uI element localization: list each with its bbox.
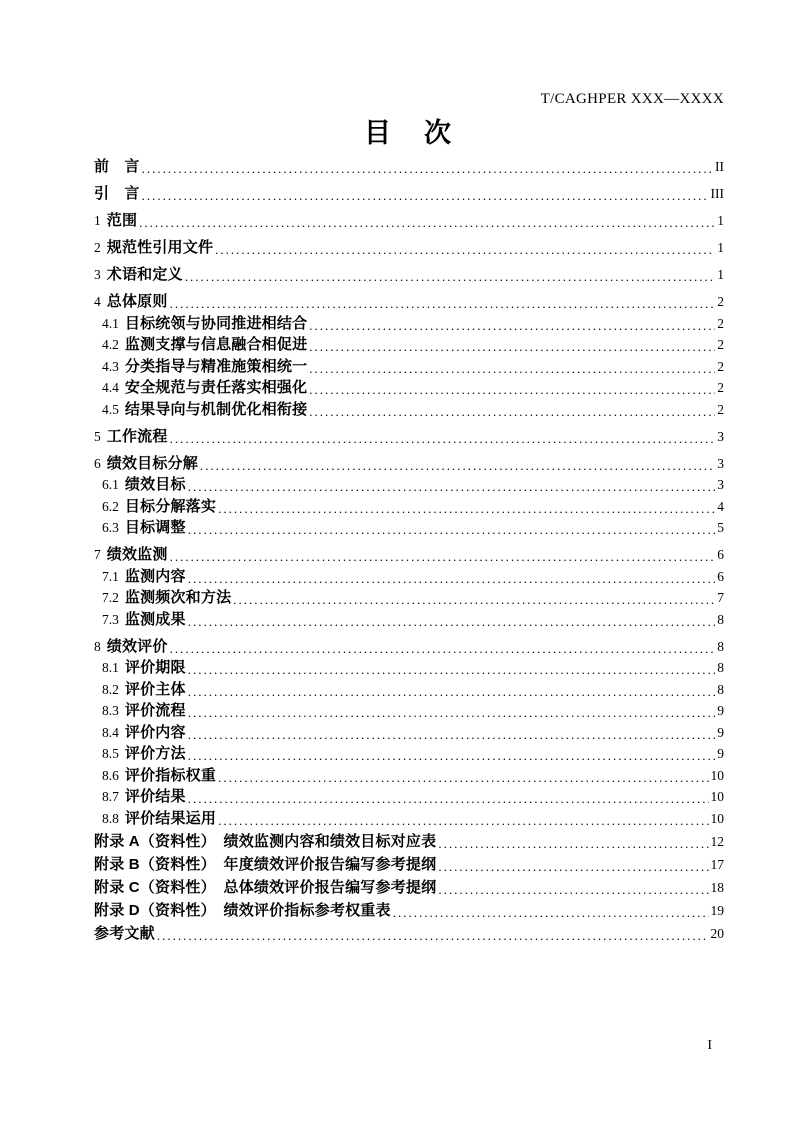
toc-entry-page: 2 [717,380,724,395]
toc-entry-number: 6 [94,455,101,471]
toc-leader-dots [233,592,715,607]
toc-entry-number: 8.4 [102,724,119,740]
toc-entry-page: 3 [717,455,724,471]
toc-entry-page: 8 [717,611,724,627]
toc-entry-number: 2 [94,240,101,255]
toc-entry-page: 2 [717,358,724,374]
toc-entry-page: 9 [717,703,724,718]
toc-entry-page: III [710,186,724,201]
toc-entry-title: 范围 [106,212,138,229]
toc-leader-dots [188,705,716,720]
toc-entry-number: 8.3 [102,703,119,718]
toc-leader-dots [438,882,708,897]
toc-leader-dots [188,522,716,537]
toc-entry-title: 分类指导与精准施策相统一 [124,357,308,375]
toc-entry-title: 规范性引用文件 [106,239,214,256]
toc-leader-dots [188,748,716,763]
toc-entry-title: 绩效评价 [106,637,168,655]
toc-entry-page: 5 [717,520,724,535]
toc-entry-title: 引 言 [94,185,140,202]
toc-entry-title: 评价结果运用 [124,809,217,827]
toc-entry-page: 8 [717,638,724,654]
toc-entry-title: 绩效目标分解 [106,454,198,472]
toc-entry-title: 绩效监测 [106,546,168,563]
toc-leader-dots [309,339,715,354]
toc-entry[interactable] [94,767,724,785]
toc-entry-number: 4.4 [102,380,119,395]
toc-entry-number: 8.7 [102,789,119,804]
toc-entry-number: 6.2 [102,498,119,514]
toc-entry-title: 评价主体 [124,680,186,698]
toc-entry-page: 20 [710,925,724,941]
toc-entry-number: 4.2 [102,337,119,352]
toc-entry[interactable] [94,788,724,806]
toc-entry-page: II [715,159,724,174]
toc-entry-title: 附录 A（资料性） 绩效监测内容和绩效目标对应表 [94,832,437,850]
toc-entry-title: 评价内容 [124,723,186,741]
toc-leader-dots [142,161,713,176]
toc-entry-page: 7 [717,590,724,605]
toc-entry[interactable] [94,401,724,419]
toc-entry[interactable] [94,856,724,874]
toc-entry-page: 2 [717,294,724,309]
toc-entry-page: 1 [717,240,724,255]
toc-entry[interactable] [94,833,724,851]
toc-entry-title: 监测频次和方法 [124,589,232,606]
toc-entry-title: 结果导向与机制优化相衔接 [124,400,308,418]
toc-entry-page: 9 [717,724,724,740]
toc-entry-title: 监测支撑与信息融合相促进 [124,336,308,353]
toc-entry[interactable] [94,589,724,607]
toc-entry-number: 7.3 [102,611,119,627]
toc-entry-number: 8 [94,638,101,654]
toc-entry-title: 评价指标权重 [124,766,217,784]
toc-entry-page: 2 [717,337,724,352]
page-title: 目 次 [364,118,454,148]
toc-entry[interactable] [94,239,724,257]
toc-entry-number: 7.1 [102,568,119,584]
toc-entry[interactable] [94,519,724,537]
toc-entry-page: 2 [717,401,724,417]
toc-entry[interactable] [94,902,724,920]
toc-entry-number: 8.1 [102,660,119,675]
toc-entry-page: 9 [717,746,724,761]
toc-entry[interactable] [94,379,724,397]
toc-leader-dots [188,479,716,494]
toc-entry-number: 4 [94,294,101,309]
toc-entry-number: 7.2 [102,590,119,605]
toc-leader-dots [393,905,709,920]
toc-entry-page: 12 [710,833,724,849]
toc-leader-dots [170,641,716,656]
toc-leader-dots [157,928,709,943]
toc-leader-dots [438,836,708,851]
table-of-contents [94,158,724,943]
toc-leader-dots [309,318,715,333]
toc-entry-page: 10 [710,789,724,804]
toc-entry[interactable] [94,702,724,720]
toc-entry-title: 附录 D（资料性） 绩效评价指标参考权重表 [94,901,391,919]
toc-leader-dots [218,770,708,785]
toc-entry-number: 1 [94,213,101,228]
toc-entry-title: 评价流程 [124,702,186,719]
toc-entry-number: 6.1 [102,477,119,492]
toc-entry[interactable] [94,293,724,311]
toc-entry-number: 4.1 [102,315,119,331]
standard-code: T/CAGHPER XXX—XXXX [540,91,724,107]
toc-leader-dots [309,382,715,397]
toc-entry[interactable] [94,158,724,176]
toc-leader-dots [170,296,716,311]
toc-entry[interactable] [94,358,724,376]
toc-entry[interactable] [94,315,724,333]
toc-entry[interactable] [94,745,724,763]
toc-leader-dots [170,431,716,446]
toc-leader-dots [139,215,715,230]
toc-entry-page: 2 [717,315,724,331]
toc-entry[interactable] [94,724,724,742]
toc-entry-title: 前 言 [94,158,140,175]
toc-entry-page: 3 [717,428,724,444]
toc-leader-dots [200,458,715,473]
toc-entry[interactable] [94,546,724,564]
toc-entry-title: 目标调整 [124,519,186,536]
toc-entry[interactable] [94,879,724,897]
toc-entry-title: 参考文献 [94,924,155,942]
toc-leader-dots [438,859,708,874]
toc-leader-dots [188,727,716,742]
toc-entry-number: 6.3 [102,520,119,535]
toc-entry-number: 3 [94,267,101,282]
toc-entry-title: 目标分解落实 [124,497,217,515]
toc-entry-page: 8 [717,681,724,697]
toc-entry[interactable] [94,810,724,828]
toc-entry-title: 监测内容 [124,567,186,585]
toc-entry-title: 目标统领与协同推进相结合 [124,314,308,332]
toc-entry-page: 6 [717,547,724,562]
toc-entry[interactable] [94,568,724,586]
toc-entry[interactable] [94,476,724,494]
toc-entry-page: 8 [717,660,724,675]
toc-entry[interactable] [94,185,724,203]
toc-leader-dots [309,404,715,419]
toc-entry-number: 8.8 [102,810,119,826]
toc-entry-page: 6 [717,568,724,584]
toc-leader-dots [188,791,709,806]
toc-entry[interactable] [94,455,724,473]
toc-entry-page: 19 [710,902,724,918]
toc-entry[interactable] [94,925,724,943]
toc-entry[interactable] [94,681,724,699]
toc-entry-page: 3 [717,477,724,492]
toc-entry-title: 监测成果 [124,610,186,628]
toc-entry[interactable] [94,659,724,677]
toc-leader-dots [188,684,716,699]
toc-entry[interactable] [94,611,724,629]
toc-entry[interactable] [94,266,724,284]
toc-entry-number: 5 [94,428,101,444]
toc-entry-title: 总体原则 [106,293,168,310]
toc-leader-dots [185,269,715,284]
toc-entry-number: 7 [94,547,101,562]
toc-leader-dots [142,188,709,203]
footer-page-number: I [707,1038,712,1053]
toc-entry[interactable] [94,336,724,354]
toc-leader-dots [170,549,716,564]
toc-leader-dots [188,662,716,677]
toc-entry-page: 1 [717,267,724,282]
toc-entry-title: 安全规范与责任落实相强化 [124,379,308,396]
toc-entry-title: 绩效目标 [124,476,186,493]
toc-entry[interactable] [94,498,724,516]
page-content [94,0,724,943]
toc-entry[interactable] [94,212,724,230]
toc-leader-dots [218,813,708,828]
toc-entry[interactable] [94,638,724,656]
toc-entry-page: 17 [710,856,724,872]
toc-leader-dots [188,614,716,629]
toc-entry-title: 术语和定义 [106,266,183,283]
toc-entry-title: 评价方法 [124,745,186,762]
toc-entry-number: 8.6 [102,767,119,783]
toc-entry-number: 8.2 [102,681,119,697]
toc-entry-number: 8.5 [102,746,119,761]
toc-entry-title: 工作流程 [106,427,168,445]
toc-entry-title: 评价结果 [124,788,186,805]
toc-entry-page: 4 [717,498,724,514]
toc-entry-page: 10 [710,767,724,783]
toc-leader-dots [218,501,715,516]
toc-entry-page: 10 [710,810,724,826]
toc-entry-title: 评价期限 [124,659,186,676]
toc-entry-title: 附录 B（资料性） 年度绩效评价报告编写参考提纲 [94,855,437,873]
toc-entry-number: 4.3 [102,358,119,374]
toc-entry-title: 附录 C（资料性） 总体绩效评价报告编写参考提纲 [94,878,437,896]
toc-entry-number: 4.5 [102,401,119,417]
toc-entry[interactable] [94,428,724,446]
toc-entry-page: 1 [717,213,724,228]
toc-leader-dots [215,242,715,257]
toc-entry-page: 18 [710,879,724,895]
toc-leader-dots [188,571,716,586]
toc-leader-dots [309,361,715,376]
